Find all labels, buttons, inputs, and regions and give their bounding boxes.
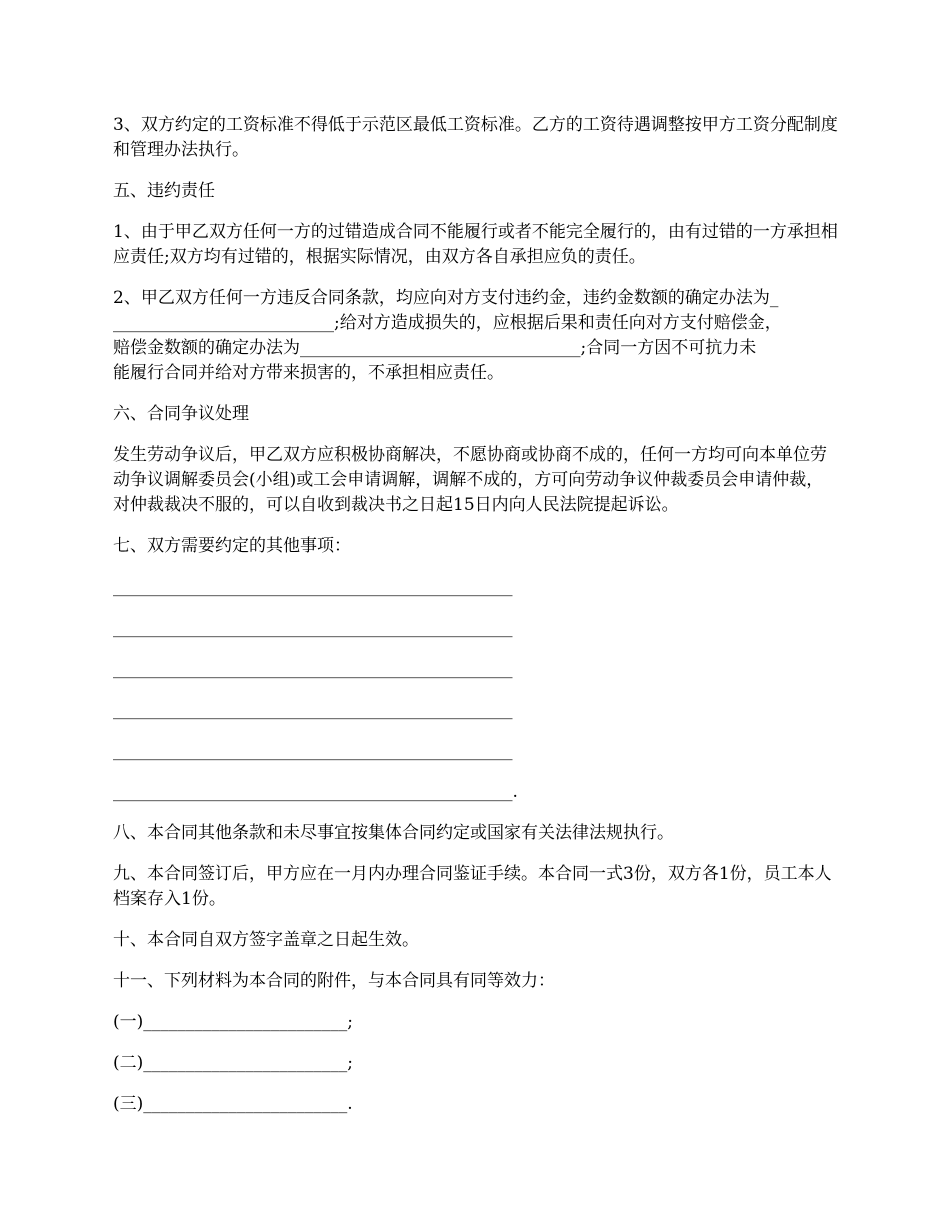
attachment-line-1: (一)________________________; — [113, 1012, 353, 1032]
section-11-title: 十一、下列材料为本合同的附件，与本合同具有同等效力： — [113, 971, 555, 991]
section-9: 九、本合同签订后，甲方应在一月内办理合同鉴证手续。本合同一式3份，双方各1份，员工本人档案存入1份。 — [113, 864, 832, 909]
section-5-item-2-line-4: 能履行合同并给对方带来损害的，不承担相应责任。 — [113, 363, 504, 383]
blank-line: _______________________________________________ — [113, 659, 513, 679]
section-8: 八、本合同其他条款和未尽事宜按集体合同约定或国家有关法律法规执行。 — [113, 823, 674, 843]
blank-line: _______________________________________________ — [113, 700, 513, 720]
section-6-body: 发生劳动争议后，甲乙双方应积极协商解决，不愿协商或协商不成的，任何一方均可向本单位劳动争议调解委员会(小组)或工会申请调解，调解不成的，方可向劳动争议仲裁委员会申请仲裁，对仲裁裁决不服的，可以自收到裁决书之日起15日内向人民法院提起诉讼。 — [113, 445, 827, 515]
section-7-title: 七、双方需要约定的其他事项： — [113, 536, 351, 556]
blank-line: _______________________________________________. — [113, 782, 518, 802]
section-10: 十、本合同自双方签字盖章之日起生效。 — [113, 930, 419, 950]
section-5-item-2-line-2: __________________________;给对方造成损失的，应根据后果和责任向对方支付赔偿金， — [113, 313, 782, 333]
blank-line: _______________________________________________ — [113, 618, 513, 638]
section-5-item-2-line-1: 2、甲乙双方任何一方违反合同条款，均应向对方支付违约金，违约金数额的确定办法为_ — [113, 288, 779, 308]
section-5-item-1: 1、由于甲乙双方任何一方的过错造成合同不能履行或者不能完全履行的，由有过错的一方承担相应责任;双方均有过错的，根据实际情况，由双方各自承担应负的责任。 — [113, 222, 838, 267]
section-6-title: 六、合同争议处理 — [113, 404, 249, 424]
attachment-line-2: (二)________________________; — [113, 1053, 353, 1073]
section-5-item-2 — [113, 286, 838, 386]
section-5-title: 五、违约责任 — [113, 181, 215, 201]
blank-line: _______________________________________________ — [113, 741, 513, 761]
attachment-line-3: (三)________________________. — [113, 1094, 353, 1114]
section-5-item-2-line-3: 赔偿金数额的确定办法为_________________________________;合同一方因不可抗力未 — [113, 338, 757, 358]
clause-3: 3、双方约定的工资标准不得低于示范区最低工资标准。乙方的工资待遇调整按甲方工资分配制度和管理办法执行。 — [113, 115, 838, 160]
blank-line: _______________________________________________ — [113, 577, 513, 597]
contract-page — [113, 113, 838, 1133]
